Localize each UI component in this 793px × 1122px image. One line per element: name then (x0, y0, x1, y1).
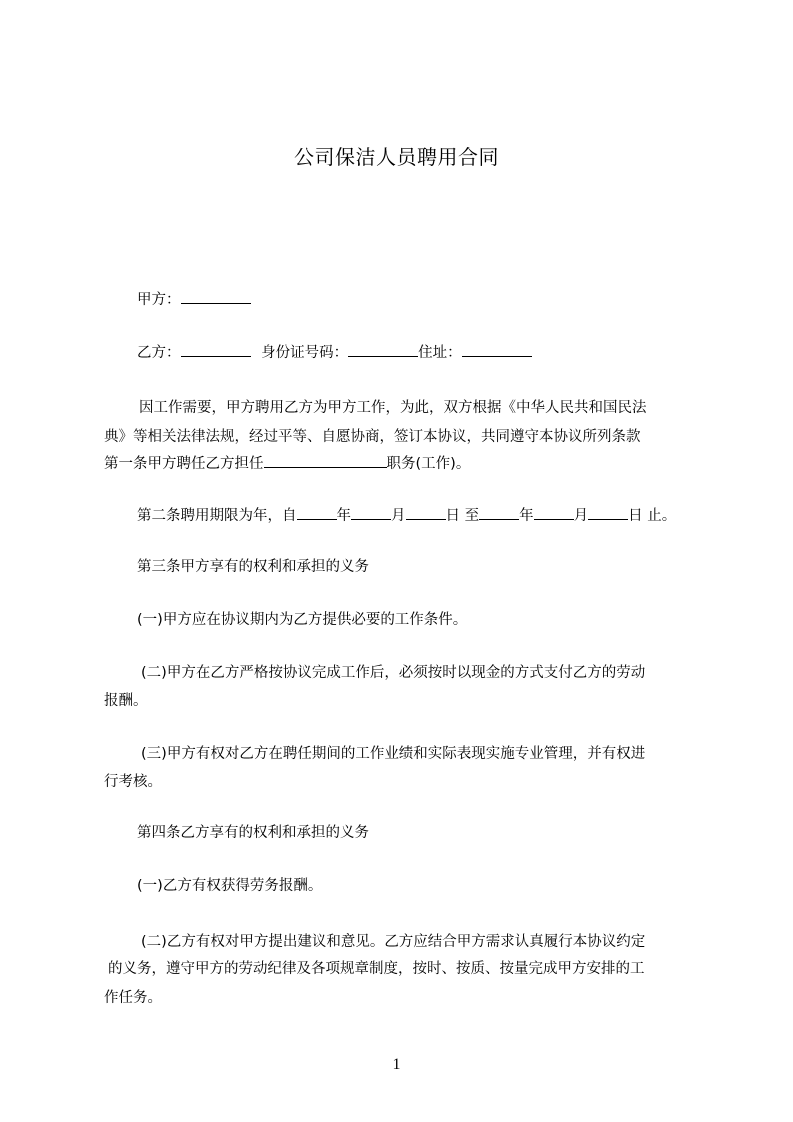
end-year-label: 年 (519, 508, 534, 524)
end-month-label: 月 (573, 508, 589, 524)
article3-item-1: (一)甲方应在协议期内为乙方提供必要的工作条件。 (137, 612, 468, 628)
party-a-label: 甲方： (137, 292, 181, 308)
address-label: 住址： (418, 345, 462, 361)
article4-item-2-line-1: (二)乙方有权对甲方提出建议和意见。乙方应结合甲方需求认真履行本协议约定 (141, 934, 646, 950)
position-blank (264, 451, 387, 468)
article2-prefix: 第二条聘用期限为年，自 (137, 508, 297, 524)
article2-line (137, 502, 737, 531)
article4-heading: 第四条乙方享有的权利和承担的义务 (137, 825, 369, 841)
address-blank (462, 340, 532, 357)
start-month-label: 月 (391, 508, 406, 524)
article3-item-3-line-2: 行考核。 (104, 774, 162, 790)
party-a-line (137, 286, 737, 315)
party-a-blank (181, 287, 251, 304)
article3-item-2-line-2: 报酬。 (104, 693, 148, 709)
id-label: 身份证号码： (261, 345, 349, 361)
article1-suffix: 职务(工作)。 (386, 456, 471, 472)
page-number: 1 (392, 1056, 401, 1073)
article3-heading: 第三条甲方享有的权利和承担的义务 (137, 559, 369, 575)
party-b-blank (181, 340, 251, 357)
id-blank (348, 340, 418, 357)
article3-item-3-line-1: (三)甲方有权对乙方在聘任期间的工作业绩和实际表现实施专业管理，并有权进 (141, 746, 646, 762)
start-day-blank (406, 503, 446, 520)
party-b-line (137, 339, 737, 368)
article4-item-1: (一)乙方有权获得劳务报酬。 (137, 878, 323, 894)
party-b-label: 乙方： (137, 345, 181, 361)
end-day-label: 日 止。 (628, 508, 677, 524)
article4-item-2-line-2: 的义务，遵守甲方的劳动纪律及各项规章制度，按时、按质、按量完成甲方安排的工 (108, 961, 645, 977)
start-year-blank (297, 503, 337, 520)
start-month-blank (351, 503, 391, 520)
intro-line-3 (104, 450, 704, 479)
article3-item-2-line-1: (二)甲方在乙方严格按协议完成工作后，必须按时以现金的方式支付乙方的劳动 (141, 665, 646, 681)
end-year-blank (479, 503, 519, 520)
end-month-blank (534, 503, 574, 520)
page-title: 公司保洁人员聘用合同 (294, 145, 499, 169)
start-year-label: 年 (336, 508, 351, 524)
end-day-blank (588, 503, 628, 520)
intro-line-1: 因工作需要，甲方聘用乙方为甲方工作，为此，双方根据《中华人民共和国民法 (139, 400, 647, 416)
start-day-label: 日 至 (445, 508, 480, 524)
article1-text: 第一条甲方聘任乙方担任 (104, 456, 264, 472)
article4-item-2-line-3: 作任务。 (104, 990, 162, 1006)
intro-line-2: 典》等相关法律法规，经过平等、自愿协商，签订本协议，共同遵守本协议所列条款 (104, 429, 641, 445)
